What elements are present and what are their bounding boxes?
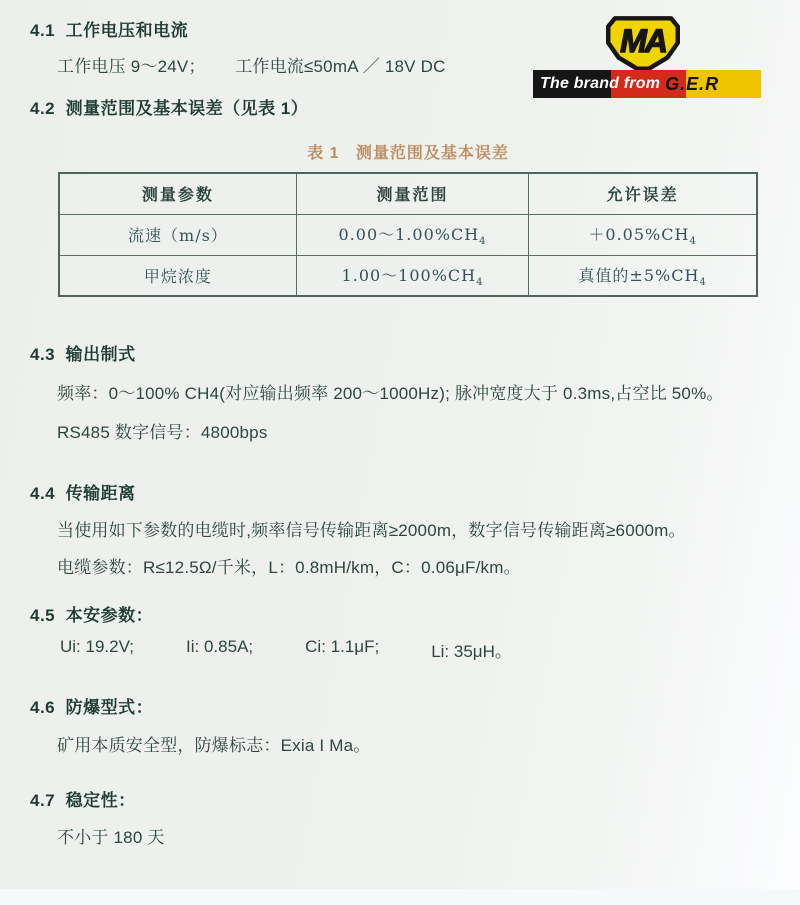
spacer (206, 57, 236, 76)
error-subscript: 4 (699, 276, 707, 288)
brand-banner-text (533, 70, 761, 98)
error-text: 真值的±5%CH (578, 265, 700, 285)
explosion-proof-line: 矿用本质安全型，防爆标志：Exia I Ma。 (57, 736, 371, 755)
section-4-2-heading: 4.2 测量范围及基本误差（见表 1） (30, 99, 309, 118)
table-header-row (59, 173, 757, 214)
section-4-5-heading: 4.5 本安参数： (30, 606, 154, 625)
param-ci: Ci: 1.1μF; (305, 637, 380, 656)
transmission-distance-line: 当使用如下参数的电缆时,频率信号传输距离≥2000m，数字信号传输距离≥6000m。 (57, 521, 686, 540)
brand-name: G.E.R (665, 73, 720, 94)
cell-error (529, 214, 757, 255)
brand-phrase: The brand from (540, 75, 661, 92)
working-current-value: 工作电流≤50mA ／ 18V DC (235, 57, 446, 76)
table-title: 表 1 测量范围及基本误差 (307, 145, 509, 162)
intrinsic-safety-params (60, 637, 512, 662)
col-header-parameter: 测量参数 (59, 173, 296, 214)
param-ii: Ii: 0.85A; (186, 637, 254, 656)
cell-parameter: 甲烷浓度 (59, 255, 296, 296)
col-header-range: 测量范围 (296, 173, 528, 214)
page-bottom-edge (0, 889, 800, 905)
range-subscript: 4 (476, 276, 484, 288)
working-voltage-value: 工作电压 9～24V； (57, 57, 206, 76)
frequency-output-line: 频率：0～100% CH4(对应输出频率 200～1000Hz); 脉冲宽度大于 0.3ms,占空比 50%。 (57, 384, 724, 403)
cable-parameters-line: 电缆参数：R≤12.5Ω/千米，L：0.8mH/km，C：0.06μF/km。 (57, 558, 521, 577)
measurement-table (58, 172, 758, 297)
section-4-6-heading: 4.6 防爆型式： (30, 698, 154, 717)
error-text: ＋0.05%CH (588, 224, 690, 244)
cell-range (296, 255, 528, 296)
cell-parameter: 流速（m/s） (59, 214, 296, 255)
cell-error (529, 255, 757, 296)
stability-line: 不小于 180 天 (57, 828, 165, 847)
section-4-1-heading: 4.1 工作电压和电流 (30, 21, 189, 40)
table-row (59, 214, 757, 255)
range-text: 1.00～100%CH (341, 265, 477, 285)
section-4-4-heading: 4.4 传输距离 (30, 484, 136, 503)
ma-badge-label: MA (620, 23, 666, 59)
section-4-3-heading: 4.3 输出制式 (30, 345, 136, 364)
param-ui: Ui: 19.2V; (60, 637, 135, 656)
table-row (59, 255, 757, 296)
rs485-line: RS485 数字信号：4800bps (57, 423, 268, 442)
col-header-error: 允许误差 (529, 173, 757, 214)
cell-range (296, 214, 528, 255)
section-4-1-line (57, 52, 446, 77)
section-4-7-heading: 4.7 稳定性： (30, 791, 136, 810)
range-text: 0.00～1.00%CH (338, 224, 480, 244)
range-subscript: 4 (479, 236, 487, 248)
error-subscript: 4 (689, 236, 697, 248)
param-li: Li: 35μH。 (431, 642, 512, 661)
